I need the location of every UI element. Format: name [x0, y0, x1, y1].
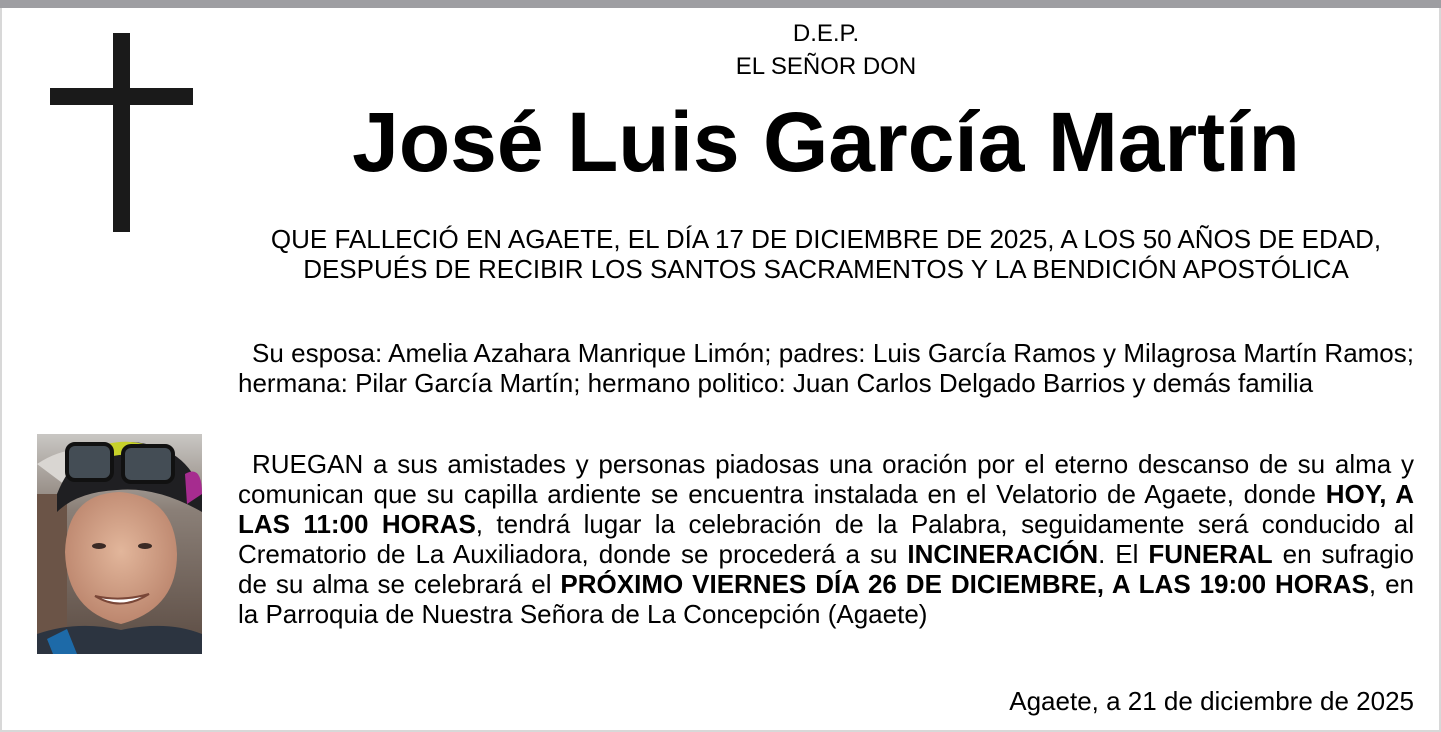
cross-icon [50, 33, 193, 232]
deceased-name: José Luis García Martín [352, 95, 1300, 189]
death-notice: QUE FALLECIÓ EN AGAETE, EL DÍA 17 DE DICIEMBRE DE 2025, A LOS 50 AÑOS DE EDAD, DESPUÉS DE RECIBIR LOS SANTOS SACRAMENTOS Y LA BENDICIÓN APOSTÓLICA [270, 224, 1382, 284]
bold-incineration: INCINERACIÓN [907, 539, 1099, 569]
request-paragraph: RUEGAN a sus amistades y personas piadosas una oración por el eterno descanso de su alma y comunican que su capilla ardiente se encuentra instalada en el Velatorio de Agaete, donde HOY, A LAS 11:00 HORAS, tendrá lugar la celebración de la Palabra, seguidamente será conducido al Crematorio de La Auxiliadora, donde se procederá a su INCINERACIÓN. El FUNERAL en sufragio de su alma se celebrará el PRÓXIMO VIERNES DÍA 26 DE DICIEMBRE, A LAS 19:00 HORAS, en la Parroquia de Nuestra Señora de La Concepción (Agaete) [238, 449, 1414, 629]
bold-funeral: FUNERAL [1148, 539, 1273, 569]
bold-funeral-date: PRÓXIMO VIERNES DÍA 26 DE DICIEMBRE, A LAS 19:00 HORAS [560, 569, 1369, 599]
place-date: Agaete, a 21 de diciembre de 2025 [1009, 686, 1414, 716]
dep-heading: D.E.P. [792, 20, 860, 47]
left-border [0, 8, 2, 732]
portrait-photo [37, 434, 202, 654]
title-line: EL SEÑOR DON [735, 53, 917, 80]
family-paragraph: Su esposa: Amelia Azahara Manrique Limón; padres: Luis García Ramos y Milagrosa Martín Ramos; hermana: Pilar García Martín; hermano politico: Juan Carlos Delgado Barrios y demás familia [238, 338, 1414, 398]
bold-time-today: HOY, A LAS 11:00 HORAS [238, 479, 1414, 539]
top-border [0, 0, 1441, 8]
